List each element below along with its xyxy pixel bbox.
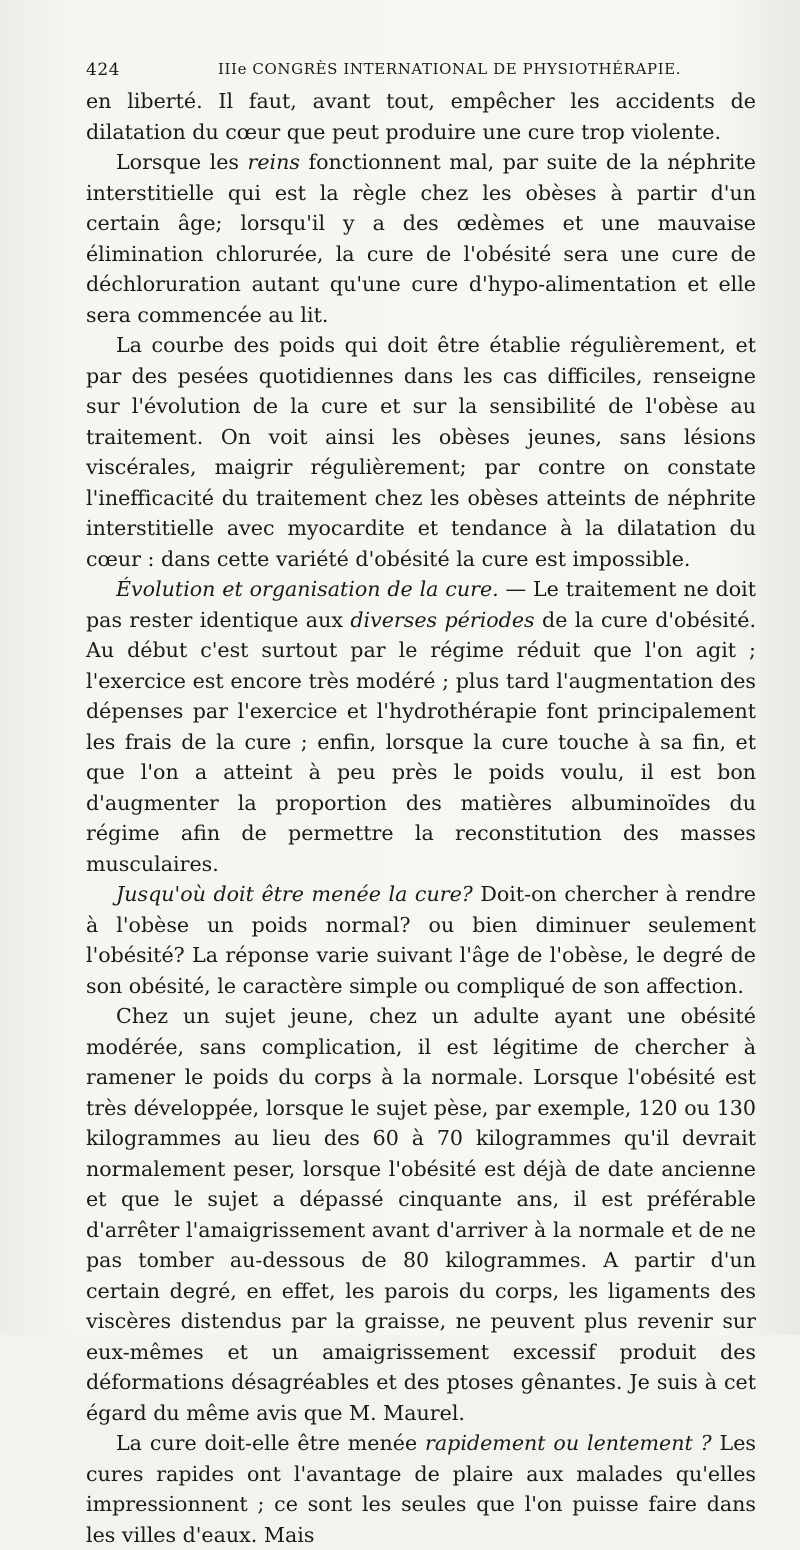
paragraph-5 [86, 879, 756, 1001]
body-text [86, 86, 756, 1550]
paragraph-4-emphasis: diverses périodes [350, 607, 535, 632]
paragraph-7-emphasis: rapidement ou lentement ? [425, 1431, 712, 1455]
paragraph-7-text-b: Les cures rapides ont l'avantage de plaire aux malades qu'elles impressionnent ; ce sont les seules que l'on puisse faire dans les villes d'eaux. Mais [86, 1431, 756, 1547]
page-number: 424 [86, 60, 120, 80]
paragraph-2 [86, 147, 756, 330]
section-heading-evolution: Évolution et organisation de la cure. [116, 577, 499, 601]
paragraph-2-text-a: Lorsque les [116, 150, 248, 174]
paragraph-6: Chez un sujet jeune, chez un adulte ayant une obésité modérée, sans complication, il est légitime de chercher à ramener le poids du corps à la normale. Lorsque l'obésité est très développée, lorsque le sujet pèse, par exemple, 120 ou 130 kilogrammes au lieu des 60 à 70 kilogrammes qu'il devrait normalement peser, lorsque l'obésité est déjà de date ancienne et que le sujet a dépassé cinquante ans, il est préférable d'arrêter l'amaigrissement avant d'arriver à la normale et de ne pas tomber au-dessous de 80 kilogrammes. A partir d'un certain degré, en effet, les parois du corps, les ligaments des viscères distendus par la graisse, ne peuvent plus revenir sur eux-mêmes et un amaigrissement excessif produit des déformations désagréables et des ptoses gênantes. Je suis à cet égard du même avis que M. Maurel. [86, 1004, 756, 1425]
paragraph-5-text: Doit-on chercher à rendre à l'obèse un poids normal? ou bien diminuer seulement l'obésité? La réponse varie suivant l'âge de l'obèse, le degré de son obésité, le caractère simple ou compliqué de son affection. [86, 882, 756, 998]
paragraph-2-emphasis: reins [247, 150, 300, 174]
paragraph-2-text-b: fonctionnent mal, par suite de la néphrite interstitielle qui est la règle chez les obèses à partir d'un certain âge; lorsqu'il y a des œdèmes et une mauvaise élimination chlorurée, la cure de l'obésité sera une cure de déchloruration autant qu'une cure d'hypo-alimentation et elle sera commencée au lit. [86, 150, 756, 327]
running-title: IIIe CONGRÈS INTERNATIONAL DE PHYSIOTHÉRAPIE. [218, 60, 682, 78]
paragraph-4-text-b: de la cure d'obésité. Au début c'est surtout par le régime réduit que l'on agit ; l'exercice est encore très modéré ; plus tard l'augmentation des dépenses par l'exercice et l'hydrothérapie font principalement les frais de la cure ; enfin, lorsque la cure touche à sa fin, et que l'on a atteint à peu près le poids voulu, il est bon d'augmenter la proportion des matières albuminoïdes du régime afin de permettre la reconstitution des masses musculaires. [86, 607, 756, 876]
paragraph-3: La courbe des poids qui doit être établie régulièrement, et par des pesées quotidiennes dans les cas difficiles, renseigne sur l'évolution de la cure et sur la sensibilité de l'obèse au traitement. On voit ainsi les obèses jeunes, sans lésions viscérales, maigrir régulièrement; par contre on constate l'inefficacité du traitement chez les obèses atteints de néphrite interstitielle avec myocardite et tendance à la dilatation du cœur : dans cette variété d'obésité la cure est impossible. [86, 333, 756, 571]
paragraph-7 [86, 1428, 756, 1550]
paragraph-7-text-a: La cure doit-elle être menée [116, 1431, 426, 1455]
section-heading-jusqu-ou: Jusqu'où doit être menée la cure? [116, 882, 473, 906]
paragraph-1: en liberté. Il faut, avant tout, empêcher les accidents de dilatation du cœur que peut produire une cure trop violente. [86, 89, 756, 144]
page-header [86, 56, 746, 82]
paragraph-4-text-a: — Le traitement ne doit pas rester identique aux [86, 577, 756, 632]
paragraph-4 [86, 574, 756, 879]
